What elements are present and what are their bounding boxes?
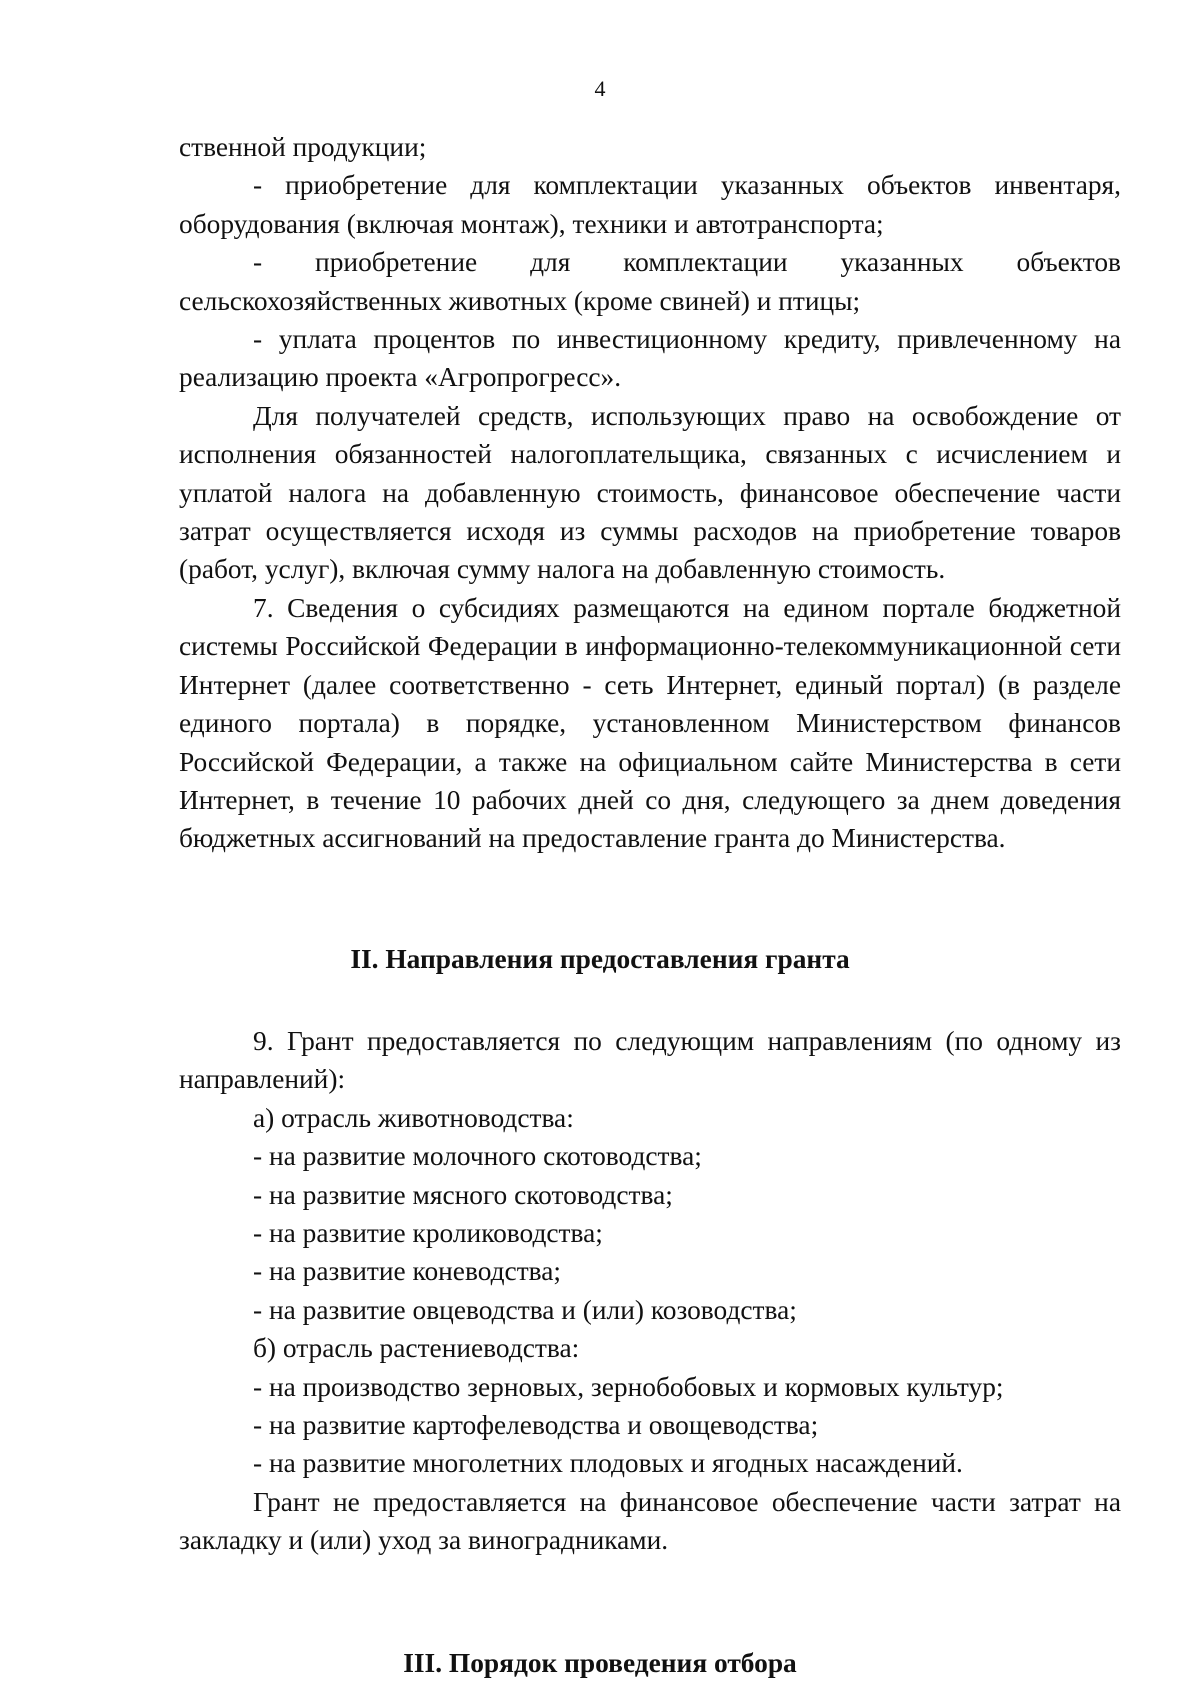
paragraph-continuation: ственной продукции; — [179, 132, 427, 162]
list-item-horse-breeding: - на развитие коневодства; — [253, 1256, 562, 1287]
list-item-crop-production: б) отрасль растениеводства: — [253, 1333, 580, 1364]
paragraph-grant-directions: 9. Грант предоставляется по следующим направлениям (по одному из направлений): — [179, 1026, 1121, 1095]
paragraph-subsidy-info: 7. Сведения о субсидиях размещаются на едином портале бюджетной системы Российской Федерации в информационно-телекоммуникационной сети Интернет (далее соответственно - сеть Интернет, единый портал) (в разделе единого портала) в порядке, установленном Министерством финансов Российской Федерации, а также на официальном сайте Министерства в сети Интернет, в течение 10 рабочих дней со дня, следующего за днем доведения бюджетных ассигнований на предоставление гранта до Министерства. — [179, 592, 1121, 854]
list-item-animal-husbandry: а) отрасль животноводства: — [253, 1102, 574, 1133]
list-item-potato-vegetable: - на развитие картофелеводства и овощеводства; — [253, 1410, 819, 1441]
paragraph-vat-exemption: Для получателей средств, использующих право на освобождение от исполнения обязанностей налогоплательщика, связанных с исчислением и уплатой налога на добавленную стоимость, финансовое обеспечение части затрат осуществляется исходя из суммы расходов на приобретение товаров (работ, услуг), включая сумму налога на добавленную стоимость. — [179, 400, 1121, 585]
section-heading-grant-directions: II. Направления предоставления гранта — [350, 944, 850, 974]
body-text-section-2 — [179, 1022, 1121, 1560]
paragraph-vineyard-exclusion: Грант не предоставляется на финансовое обеспечение части затрат на закладку и (или) уход за виноградниками. — [179, 1486, 1121, 1556]
list-item-rabbit-breeding: - на развитие кролиководства; — [253, 1218, 603, 1249]
paragraph-livestock-purchase: - приобретение для комплектации указанных объектов сельскохозяйственных животных (кроме свиней) и птицы; — [179, 247, 1121, 316]
section-heading-selection-procedure: III. Порядок проведения отбора — [403, 1648, 797, 1678]
body-text-top — [179, 128, 1121, 858]
list-item-fruit-berry: - на развитие многолетних плодовых и ягодных насаждений. — [253, 1448, 963, 1479]
list-item-sheep-goat-breeding: - на развитие овцеводства и (или) козоводства; — [253, 1294, 797, 1325]
page-number: 4 — [594, 76, 606, 101]
paragraph-interest-payment: - уплата процентов по инвестиционному кредиту, привлеченному на реализацию проекта «Агропрогресс». — [179, 324, 1121, 393]
list-item-beef-cattle: - на развитие мясного скотоводства; — [253, 1179, 673, 1210]
list-item-dairy-cattle: - на развитие молочного скотоводства; — [253, 1141, 702, 1172]
list-item-grain-production: - на производство зерновых, зернобобовых и кормовых культур; — [253, 1371, 1004, 1402]
paragraph-equipment-purchase: - приобретение для комплектации указанных объектов инвентаря, оборудования (включая монтаж), техники и автотранспорта; — [179, 170, 1121, 239]
